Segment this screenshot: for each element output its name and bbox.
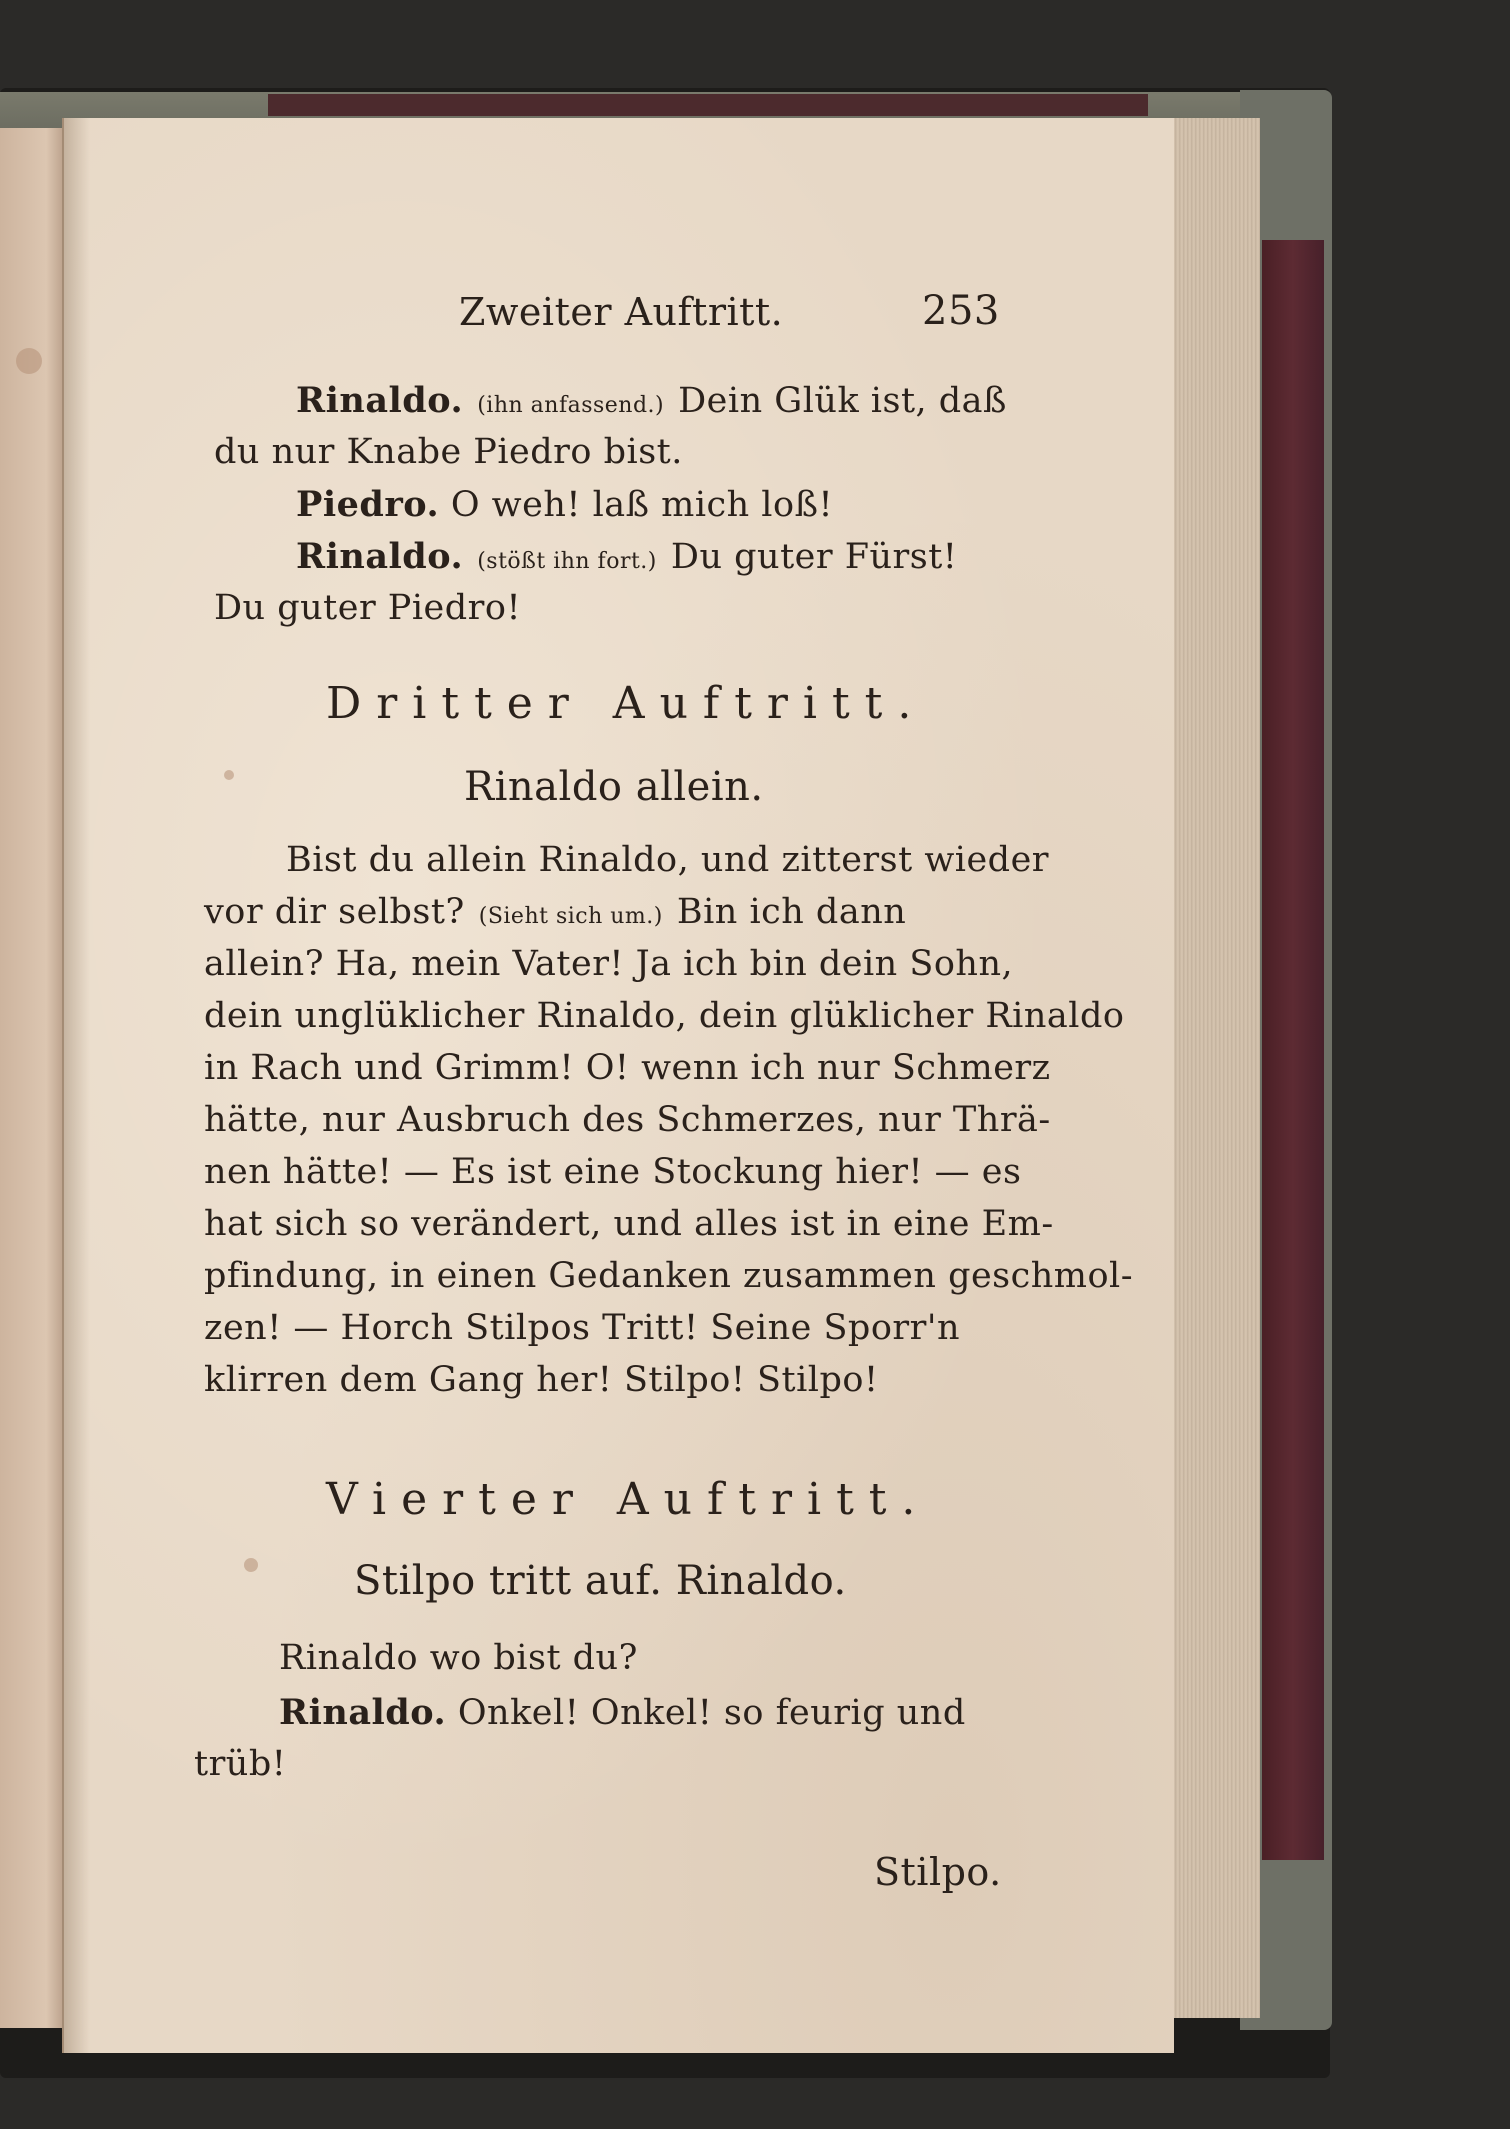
line-text: O weh! laß mich loß! xyxy=(450,485,834,525)
text-line: Rinaldo wo bist du? xyxy=(279,1638,638,1678)
stage-direction: (stößt ihn fort.) xyxy=(477,549,657,574)
page-gutter-shadow xyxy=(62,118,90,2053)
text-line xyxy=(296,484,833,525)
foxing-spot xyxy=(16,348,42,374)
scene-heading: Dritter Auftritt. xyxy=(326,678,927,729)
text-line: dein unglüklicher Rinaldo, dein glüklicher Rinaldo xyxy=(204,996,1125,1036)
scene-subheading: Rinaldo allein. xyxy=(464,764,764,810)
scene-subheading: Stilpo tritt auf. Rinaldo. xyxy=(354,1558,847,1604)
text-line: allein? Ha, mein Vater! Ja ich bin dein Sohn, xyxy=(204,944,1014,984)
line-text: Onkel! Onkel! so feurig und xyxy=(457,1693,966,1733)
page-number: 253 xyxy=(922,288,1000,334)
speaker-name: Rinaldo. xyxy=(296,536,464,577)
text-line xyxy=(296,536,957,577)
scene-heading: Vierter Auftritt. xyxy=(326,1474,931,1525)
speaker-name: Piedro. xyxy=(296,484,440,525)
speaker-name: Rinaldo. xyxy=(296,380,464,421)
text-line xyxy=(204,892,906,932)
text-line: hat sich so verändert, und alles ist in eine Em- xyxy=(204,1204,1054,1244)
text-line: in Rach und Grimm! O! wenn ich nur Schmerz xyxy=(204,1048,1051,1088)
text-line: hätte, nur Ausbruch des Schmerzes, nur Thrä- xyxy=(204,1100,1051,1140)
text-line: zen! — Horch Stilpos Tritt! Seine Sporr'n xyxy=(204,1308,961,1348)
foxing-spot xyxy=(244,1558,258,1572)
text-line: pfindung, in einen Gedanken zusammen geschmol- xyxy=(204,1256,1134,1296)
line-text: Du guter Fürst! xyxy=(670,537,958,577)
text-line: Bist du allein Rinaldo, und zitterst wieder xyxy=(286,840,1050,880)
book-page xyxy=(62,118,1174,2053)
text-line: Du guter Piedro! xyxy=(214,588,522,628)
line-text: vor dir selbst? xyxy=(204,892,465,932)
stage-direction: (Sieht sich um.) xyxy=(478,904,663,929)
foxing-spot xyxy=(224,770,234,780)
page-block-edges xyxy=(1160,118,1260,2018)
catchword: Stilpo. xyxy=(874,1850,1002,1894)
cover-leather-band xyxy=(268,94,1148,116)
text-line xyxy=(296,380,1007,421)
text-line: du nur Knabe Piedro bist. xyxy=(214,432,683,472)
text-line: klirren dem Gang her! Stilpo! Stilpo! xyxy=(204,1360,879,1400)
text-line: trüb! xyxy=(194,1744,287,1784)
speaker-name: Rinaldo. xyxy=(279,1692,447,1733)
cover-spine-leather xyxy=(1262,240,1324,1860)
text-line xyxy=(279,1692,966,1733)
facing-page-sliver xyxy=(0,128,66,2028)
line-text: Dein Glük ist, daß xyxy=(678,381,1007,421)
stage-direction: (ihn anfassend.) xyxy=(477,393,665,418)
text-line: nen hätte! — Es ist eine Stockung hier! — es xyxy=(204,1152,1022,1192)
line-text: Bin ich dann xyxy=(676,892,907,932)
running-head-title: Zweiter Auftritt. xyxy=(459,290,784,334)
